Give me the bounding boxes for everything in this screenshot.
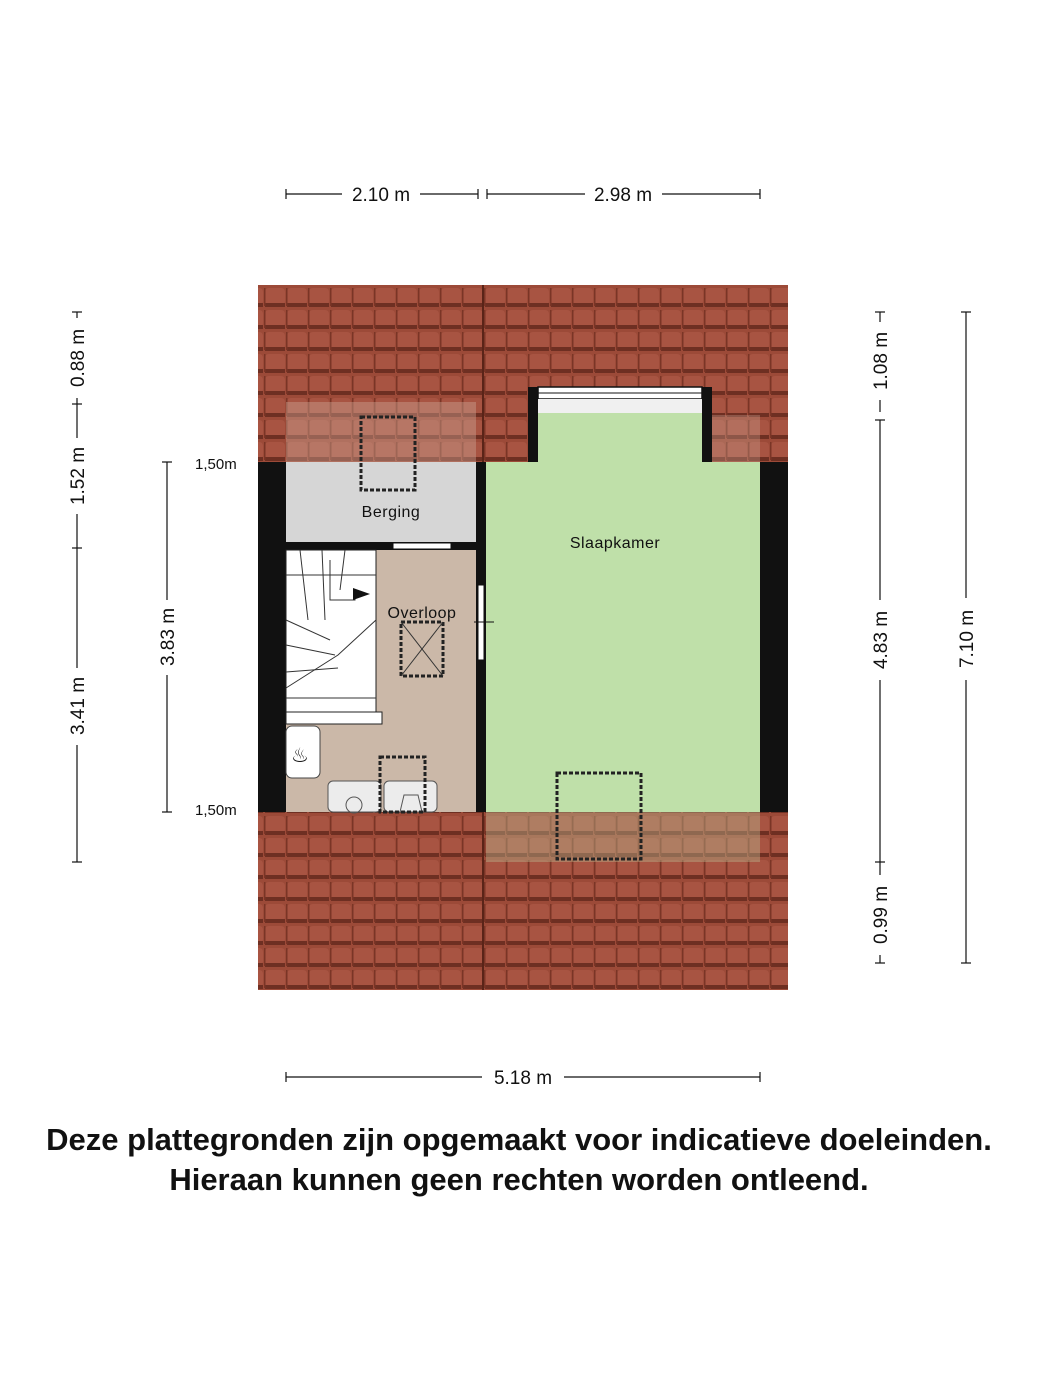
right-wall bbox=[760, 462, 788, 812]
room-label-berging: Berging bbox=[361, 504, 421, 521]
slaapkamer-room bbox=[486, 462, 760, 812]
dim-right-inner-bottom: 0.99 m bbox=[871, 885, 892, 945]
dormer-inner bbox=[538, 399, 702, 413]
berging-door bbox=[393, 543, 451, 549]
left-wall bbox=[258, 462, 286, 812]
dim-left-outer-bottom: 3.41 m bbox=[68, 676, 89, 736]
height-marker-lower: 1,50m bbox=[195, 802, 237, 819]
dormer-floor bbox=[536, 412, 704, 462]
room-label-overloop: Overloop bbox=[387, 605, 457, 622]
low-ceiling-band-top-right bbox=[712, 415, 760, 462]
dim-left-inner: 3.83 m bbox=[158, 607, 179, 667]
room-label-slaapkamer: Slaapkamer bbox=[569, 535, 661, 552]
boiler-flame-icon: ♨ bbox=[291, 743, 309, 767]
dim-left-outer-top: 0.88 m bbox=[68, 328, 89, 388]
disclaimer bbox=[0, 1120, 1038, 1200]
disclaimer-line-1: Deze plattegronden zijn opgemaakt voor indicatieve doeleinden. bbox=[46, 1122, 992, 1157]
disclaimer-line-2: Hieraan kunnen geen rechten worden ontleend. bbox=[169, 1162, 869, 1197]
height-marker-upper: 1,50m bbox=[195, 456, 237, 473]
low-ceiling-band-top-left bbox=[286, 402, 476, 462]
dim-top-right: 2.98 m bbox=[593, 185, 653, 206]
washing-machine bbox=[328, 781, 381, 812]
dormer-wall-right bbox=[702, 387, 712, 462]
dim-left-outer-mid: 1.52 m bbox=[68, 446, 89, 506]
dim-right-inner-mid: 4.83 m bbox=[871, 610, 892, 670]
dormer-wall-left bbox=[528, 387, 538, 462]
stair-base bbox=[286, 712, 382, 724]
dim-right-outer: 7.10 m bbox=[957, 609, 978, 669]
dim-right-inner-top: 1.08 m bbox=[871, 331, 892, 391]
berging-room bbox=[286, 462, 476, 542]
dryer bbox=[384, 781, 437, 812]
dim-bottom: 5.18 m bbox=[493, 1068, 553, 1089]
low-ceiling-band-bottom-right bbox=[486, 812, 760, 862]
dim-top-left: 2.10 m bbox=[351, 185, 411, 206]
